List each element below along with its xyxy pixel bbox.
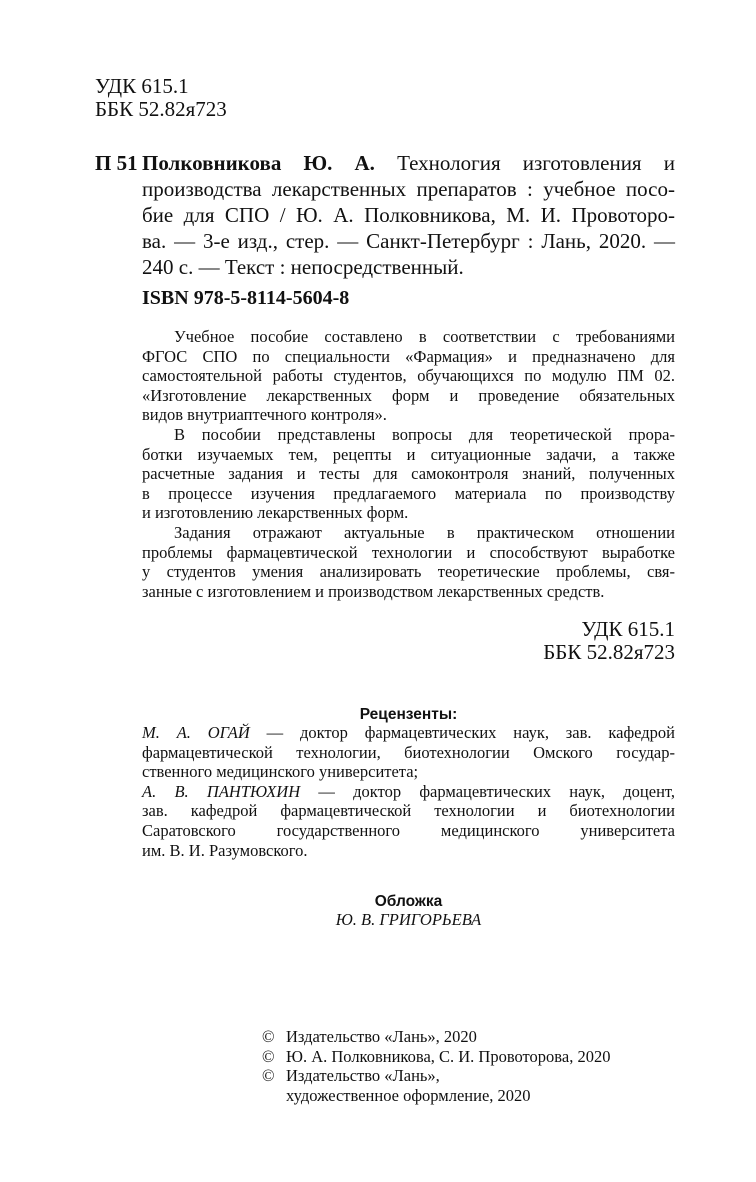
isbn: ISBN 978-5-8114-5604-8: [142, 287, 350, 309]
copyright-3-continuation: художественное оформление, 2020: [286, 1085, 531, 1105]
entry-line-3: бие для СПО / Ю. А. Полковникова, М. И. Провоторо-: [142, 203, 675, 227]
reviewer-1-line-1: [142, 723, 675, 743]
entry-title-start: Технология изготовления и: [374, 151, 675, 175]
copyright-text: Ю. А. Полковникова, С. И. Провоторова, 2020: [286, 1046, 611, 1066]
abstract-line: самостоятельной работы студентов, обучающихся по модулю ПМ 02.: [142, 366, 675, 386]
copyright-icon: ©: [262, 1027, 275, 1046]
copyright-text: Издательство «Лань»,: [286, 1066, 440, 1086]
udk-code: УДК 615.1: [95, 74, 189, 98]
entry-line-4: ва. — 3-е изд., стер. — Санкт-Петербург : Лань, 2020. —: [142, 229, 675, 253]
reviewers-heading: Рецензенты:: [359, 706, 458, 723]
reviewers-list: [142, 723, 675, 860]
abstract-line: у студентов умения анализировать теоретические проблемы, свя-: [142, 562, 675, 582]
bbk-code: ББК 52.82я723: [95, 97, 227, 121]
udc-bbk-bottom: [500, 618, 675, 664]
bibliographic-description: [142, 150, 675, 280]
abstract-line: расчетные задания и тесты для самоконтроля знаний, полученных: [142, 464, 675, 484]
abstract-line: «Изготовление лекарственных форм и проведение обязательных: [142, 385, 675, 405]
entry-line-1: [142, 150, 675, 176]
copyright-1: [262, 1027, 610, 1047]
abstract: [142, 327, 675, 601]
reviewer-1-line-2: фармацевтической технологии, биотехнологии Омского государ-: [142, 742, 675, 762]
reviewer-2-line-4: им. В. И. Разумовского.: [142, 840, 308, 860]
reviewer-2-text: — доктор фармацевтических наук, доцент,: [300, 781, 675, 801]
udk-code: УДК 615.1: [581, 617, 675, 641]
bibliographic-entry: [95, 150, 675, 280]
abstract-line: ботки изучаемых тем, рецепты и ситуационные задачи, а также: [142, 444, 675, 464]
abstract-line: в процессе изучения предлагаемого материала по производству: [142, 483, 675, 503]
entry-line-2: производства лекарственных препаратов : учебное посо-: [142, 177, 675, 201]
reviewer-2-line-3: Саратовского государственного медицинского университета: [142, 820, 675, 840]
copyright-text: Издательство «Лань», 2020: [286, 1027, 477, 1046]
reviewer-1-line-3: ственного медицинского университета;: [142, 762, 419, 782]
bbk-code: ББК 52.82я723: [543, 640, 675, 664]
copyright-notices: [262, 1027, 610, 1105]
entry-line-5: 240 с. — Текст : непосредственный.: [142, 255, 464, 279]
abstract-line: Задания отражают актуальные в практическом отношении: [174, 522, 675, 542]
reviewer-2-name: А. В. ПАНТЮХИН: [142, 781, 301, 801]
abstract-line: Учебное пособие составлено в соответствии с требованиями: [174, 327, 675, 346]
reviewer-2-line-2: зав. кафедрой фармацевтической технологии и биотехнологии: [142, 801, 675, 821]
abstract-line: занные с изготовлением и производством лекарственных средств.: [142, 581, 605, 601]
author-mark: П 51: [95, 151, 138, 175]
abstract-line: проблемы фармацевтической технологии и способствуют выработке: [142, 542, 675, 562]
reviewer-2-line-1: [142, 782, 675, 802]
copyright-3: [262, 1066, 610, 1086]
copyright-icon: ©: [262, 1046, 275, 1066]
cover-designer: Ю. В. ГРИГОРЬЕВА: [335, 910, 482, 929]
abstract-line: ФГОС СПО по специальности «Фармация» и предназначено для: [142, 346, 675, 366]
abstract-line: В пособии представлены вопросы для теоретической прора-: [174, 424, 675, 444]
udc-bbk-top: [95, 75, 227, 121]
reviewer-1-name: М. А. ОГАЙ: [142, 723, 250, 742]
copyright-2: [262, 1047, 610, 1067]
copyright-icon: ©: [262, 1066, 275, 1086]
reviewer-1-text: — доктор фармацевтических наук, зав. кафедрой: [249, 723, 675, 742]
abstract-line: видов внутриаптечного контроля».: [142, 405, 387, 425]
cover-heading: Обложка: [374, 893, 443, 910]
abstract-line: и изготовлению лекарственных форм.: [142, 503, 409, 523]
author-name: Полковникова Ю. А.: [142, 151, 375, 175]
